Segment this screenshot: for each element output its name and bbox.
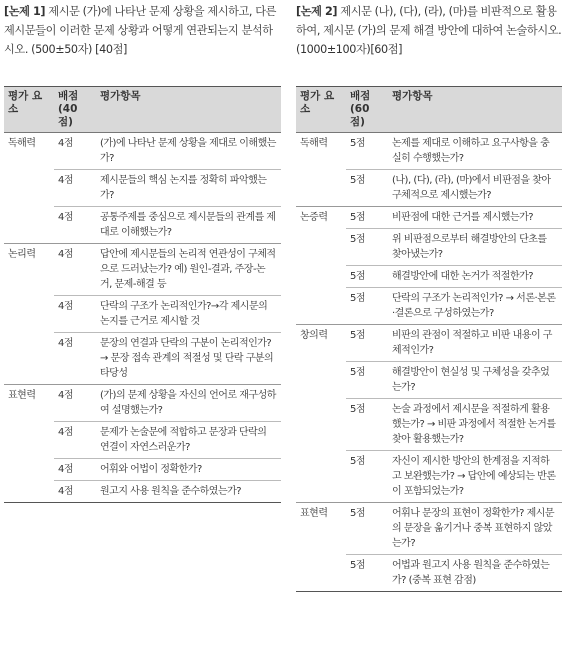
- essay-1-rubric-table: [4, 86, 281, 503]
- category-cell: [296, 266, 346, 288]
- category-cell: 독해력: [8, 138, 36, 149]
- category-cell: 논리력: [8, 249, 36, 260]
- criterion-cell: 해결방안이 현실성 및 구체성을 갖추었는가?: [388, 362, 562, 399]
- points-cell: 4점: [54, 422, 96, 459]
- essay-1-tag: [논제 1]: [4, 5, 46, 18]
- points-cell: 4점: [54, 481, 96, 503]
- table-row: [4, 422, 281, 459]
- points-cell: 5점: [346, 362, 388, 399]
- table-row: [4, 207, 281, 244]
- criterion-cell: 위 비판점으로부터 해결방안의 단초를 찾아냈는가?: [388, 229, 562, 266]
- points-cell: 4점: [54, 459, 96, 481]
- points-cell: 5점: [346, 229, 388, 266]
- essay-1-prompt: [4, 0, 281, 86]
- points-cell: 4점: [54, 207, 96, 244]
- category-cell: [4, 422, 54, 459]
- criterion-cell: 문제가 논술문에 적합하고 문장과 단락의 연결이 자연스러운가?: [96, 422, 281, 459]
- essay-2-prompt-text: 제시문 (나), (다), (라), (마)를 비판적으로 활용하여, 제시문 (가)의 문제 해결 방안에 대하여 논술하시오. (1000±100자)[60점]: [296, 5, 562, 56]
- essay-2-tag: [논제 2]: [296, 5, 338, 18]
- criterion-cell: 답안에 제시문들의 논리적 연관성이 구체적으로 드러났는가? 예) 원인-결과, 주장-논거, 문제-해결 등: [96, 244, 281, 296]
- table-row: [4, 459, 281, 481]
- essay-2-rubric-body: [296, 133, 562, 592]
- table-row: [296, 133, 562, 170]
- criterion-cell: 제시문들의 핵심 논지를 정확히 파악했는가?: [96, 170, 281, 207]
- criterion-cell: (가)의 문제 상황을 자신의 언어로 재구성하여 설명했는가?: [96, 385, 281, 422]
- criterion-cell: 비판점에 대한 근거를 제시했는가?: [388, 207, 562, 229]
- criterion-cell: 공통주제를 중심으로 제시문들의 관계를 제대로 이해했는가?: [96, 207, 281, 244]
- category-cell: 표현력: [8, 390, 36, 401]
- table-row: [296, 288, 562, 325]
- category-cell: [4, 481, 54, 503]
- header-item: 평가항목: [96, 87, 281, 133]
- essay-1-rubric-body: [4, 133, 281, 503]
- category-cell: [296, 451, 346, 503]
- category-cell: [296, 170, 346, 207]
- table-row: [4, 133, 281, 170]
- table-row: [4, 244, 281, 296]
- table-row: [296, 451, 562, 503]
- points-cell: 4점: [54, 333, 96, 385]
- table-row: [4, 385, 281, 422]
- category-cell: [296, 555, 346, 592]
- table-row: [296, 325, 562, 362]
- points-cell: 4점: [54, 244, 96, 296]
- criterion-cell: 비판의 관점이 적절하고 비판 내용이 구체적인가?: [388, 325, 562, 362]
- category-cell: [4, 170, 54, 207]
- header-pts: 배점 (40점): [54, 87, 96, 133]
- category-cell: [4, 333, 54, 385]
- criterion-cell: 논제를 제대로 이해하고 요구사항을 충실히 수행했는가?: [388, 133, 562, 170]
- category-cell: 논증력: [300, 212, 328, 223]
- category-cell: [296, 288, 346, 325]
- category-cell: [296, 229, 346, 266]
- table-row: [4, 333, 281, 385]
- essay-2-prompt: [296, 0, 562, 86]
- points-cell: 4점: [54, 133, 96, 170]
- criterion-cell: 어휘나 문장의 표현이 정확한가? 제시문의 문장을 옮기거나 중복 표현하지 않았는가?: [388, 503, 562, 555]
- points-cell: 5점: [346, 266, 388, 288]
- header-cat: 평가 요소: [296, 87, 346, 133]
- header-pts: 배점 (60점): [346, 87, 388, 133]
- category-cell: [296, 362, 346, 399]
- criterion-cell: (나), (다), (라), (마)에서 비판점을 찾아 구체적으로 제시했는가?: [388, 170, 562, 207]
- points-cell: 4점: [54, 170, 96, 207]
- table-row: [296, 503, 562, 555]
- criterion-cell: 해결방안에 대한 논거가 적절한가?: [388, 266, 562, 288]
- essay-2-panel: [296, 0, 562, 592]
- table-row: [296, 555, 562, 592]
- criterion-cell: 어법과 원고지 사용 원칙을 준수하였는가? (중복 표현 감점): [388, 555, 562, 592]
- criterion-cell: 문장의 연결과 단락의 구분이 논리적인가? → 문장 접속 관계의 적절성 및 단락 구분의 타당성: [96, 333, 281, 385]
- points-cell: 5점: [346, 170, 388, 207]
- points-cell: 4점: [54, 385, 96, 422]
- table-row: [296, 399, 562, 451]
- category-cell: 창의력: [300, 330, 328, 341]
- table-row: [4, 170, 281, 207]
- points-cell: 5점: [346, 325, 388, 362]
- category-cell: 표현력: [300, 508, 328, 519]
- header-item: 평가항목: [388, 87, 562, 133]
- points-cell: 5점: [346, 503, 388, 555]
- points-cell: 5점: [346, 399, 388, 451]
- criterion-cell: 어휘와 어법이 정확한가?: [96, 459, 281, 481]
- table-row: [296, 170, 562, 207]
- points-cell: 5점: [346, 207, 388, 229]
- table-row: [296, 362, 562, 399]
- criterion-cell: 단락의 구조가 논리적인가? → 서론·본론·결론으로 구성하였는가?: [388, 288, 562, 325]
- table-header-row: [4, 87, 281, 133]
- essay-2-rubric-table: [296, 86, 562, 592]
- table-row: [296, 207, 562, 229]
- points-cell: 5점: [346, 451, 388, 503]
- category-cell: 독해력: [300, 138, 328, 149]
- header-cat: 평가 요소: [4, 87, 54, 133]
- table-row: [4, 481, 281, 503]
- table-row: [4, 296, 281, 333]
- category-cell: [296, 399, 346, 451]
- category-cell: [4, 459, 54, 481]
- table-header-row: [296, 87, 562, 133]
- points-cell: 4점: [54, 296, 96, 333]
- category-cell: [4, 296, 54, 333]
- essay-1-panel: [4, 0, 281, 503]
- criterion-cell: 자신이 제시한 방안의 한계점을 지적하고 보완했는가? → 답안에 예상되는 반론이 포함되었는가?: [388, 451, 562, 503]
- points-cell: 5점: [346, 555, 388, 592]
- criterion-cell: (가)에 나타난 문제 상황을 제대로 이해했는가?: [96, 133, 281, 170]
- points-cell: 5점: [346, 133, 388, 170]
- category-cell: [4, 207, 54, 244]
- points-cell: 5점: [346, 288, 388, 325]
- essay-1-prompt-text: 제시문 (가)에 나타난 문제 상황을 제시하고, 다른 제시문들이 이러한 문제 상황과 어떻게 연관되는지 분석하시오. (500±50자) [40점]: [4, 5, 277, 56]
- criterion-cell: 단락의 구조가 논리적인가?→각 제시문의 논지를 근거로 제시할 것: [96, 296, 281, 333]
- table-row: [296, 229, 562, 266]
- criterion-cell: 논술 과정에서 제시문을 적절하게 활용했는가? → 비판 과정에서 적절한 논거를 찾아 활용했는가?: [388, 399, 562, 451]
- criterion-cell: 원고지 사용 원칙을 준수하였는가?: [96, 481, 281, 503]
- table-row: [296, 266, 562, 288]
